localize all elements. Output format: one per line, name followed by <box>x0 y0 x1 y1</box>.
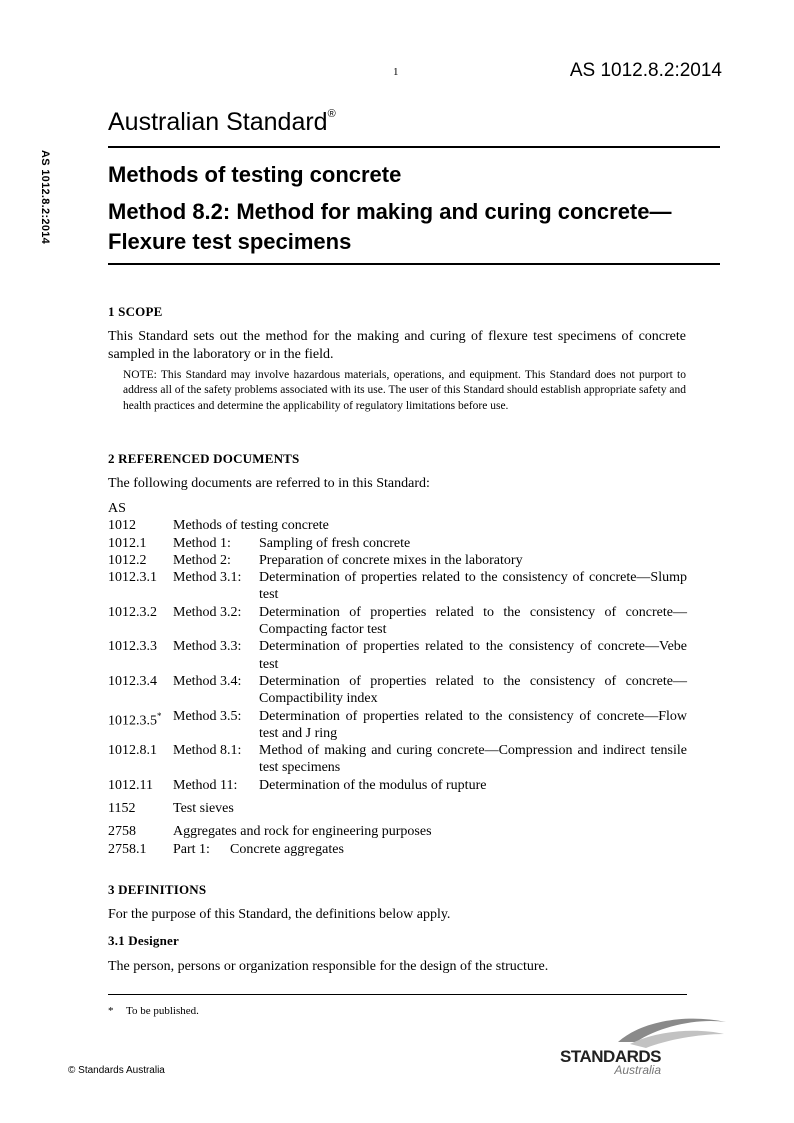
reference-number-text: 1012.3.5 <box>108 713 157 729</box>
brand-title <box>108 108 336 137</box>
reference-description: Determination of properties related to the consistency of concrete—Flow test and J ring <box>259 708 687 741</box>
reference-number: 1012.3.1 <box>108 570 157 586</box>
reference-description: Determination of properties related to the consistency of concrete—Vebe test <box>259 639 687 672</box>
reference-description: Test sieves <box>173 801 234 817</box>
definition-heading-designer: 3.1 Designer <box>108 933 179 948</box>
section-heading-scope: 1 SCOPE <box>108 304 163 319</box>
referenced-documents-list <box>108 500 688 858</box>
reference-description: Methods of testing concrete <box>173 518 329 534</box>
reference-number: 1012 <box>108 518 136 534</box>
reference-number: 1012.11 <box>108 777 153 793</box>
brand-name: Australian Standard <box>108 108 328 136</box>
reference-group-label <box>108 500 688 517</box>
copyright-notice: © Standards Australia <box>68 1065 165 1076</box>
reference-method: Method 3.3: <box>173 639 242 655</box>
definitions-intro: For the purpose of this Standard, the definitions below apply. <box>108 907 451 922</box>
section-heading-definitions: 3 DEFINITIONS <box>108 882 207 897</box>
reference-method: Method 3.2: <box>173 604 242 620</box>
reference-method: Method 3.1: <box>173 570 242 586</box>
definition-text-designer: The person, persons or organization responsible for the design of the structure. <box>108 959 549 974</box>
reference-description: Preparation of concrete mixes in the laboratory <box>259 552 523 568</box>
reference-method: Method 11: <box>173 777 238 793</box>
reference-number: 1152 <box>108 801 136 817</box>
footnote-rule <box>108 994 687 995</box>
title-rule-bottom <box>108 263 720 265</box>
reference-method: Method 3.5: <box>173 708 242 724</box>
reference-method: Method 8.1: <box>173 743 242 759</box>
reference-description: Aggregates and rock for engineering purposes <box>173 824 432 840</box>
reference-description: Method of making and curing concrete—Compression and indirect tensile test specimens <box>259 743 687 776</box>
logo-word-standards: STANDARDS <box>560 1047 661 1066</box>
reference-method: Method 2: <box>173 552 231 568</box>
standard-series-title: Methods of testing concrete <box>108 162 402 187</box>
reference-item <box>108 552 688 569</box>
reference-method: Method 1: <box>173 535 231 551</box>
section-heading-referenced-documents: 2 REFERENCED DOCUMENTS <box>108 451 300 466</box>
footnote-marker: * <box>108 1005 114 1017</box>
title-rule-top <box>108 146 720 148</box>
reference-description: Determination of the modulus of rupture <box>259 777 487 793</box>
reference-number: 1012.3.4 <box>108 673 157 689</box>
reference-description: Determination of properties related to the consistency of concrete—Compactibility index <box>259 673 687 707</box>
reference-item <box>108 517 688 534</box>
page-number: 1 <box>393 66 399 78</box>
reference-item <box>108 841 688 858</box>
reference-item <box>108 800 688 817</box>
reference-number: 1012.3.2 <box>108 604 157 620</box>
document-code: AS 1012.8.2:2014 <box>569 60 722 81</box>
reference-number: 1012.2 <box>108 552 147 568</box>
logo-word-australia: Australia <box>614 1063 661 1077</box>
reference-item <box>108 823 688 840</box>
reference-method: Method 3.4: <box>173 673 242 689</box>
standards-australia-logo <box>548 1012 728 1078</box>
reference-item <box>108 569 688 604</box>
reference-item <box>108 604 688 639</box>
group-label: AS <box>108 501 126 516</box>
footnote-text: To be published. <box>126 1005 199 1017</box>
reference-description: Determination of properties related to the consistency of concrete—Compacting factor test <box>259 604 687 638</box>
reference-item <box>108 708 688 743</box>
reference-method: Part 1: <box>173 841 210 857</box>
reference-description: Concrete aggregates <box>230 841 344 857</box>
reference-item <box>108 673 688 708</box>
reference-number: 2758 <box>108 824 136 840</box>
footnote-marker: * <box>157 710 162 721</box>
registered-mark: ® <box>327 107 336 120</box>
scope-note: NOTE: This Standard may involve hazardous materials, operations, and equipment. This Standard does not purport to address all of the safety problems associated with its use. The user of this Standard should establish appropriate safety and health practices and determine the applicability of regulatory limitations before use. <box>123 369 686 412</box>
reference-item <box>108 638 688 673</box>
reference-item <box>108 535 688 552</box>
footnote <box>108 1005 199 1017</box>
reference-item <box>108 742 688 777</box>
referenced-documents-intro: The following documents are referred to in this Standard: <box>108 476 430 491</box>
reference-number <box>108 708 162 730</box>
reference-number: 1012.1 <box>108 535 147 551</box>
reference-description: Sampling of fresh concrete <box>259 535 411 551</box>
reference-number: 1012.8.1 <box>108 743 157 759</box>
scope-text: This Standard sets out the method for the making and curing of flexure test specimens of concrete sampled in the laboratory or in the field. <box>108 329 686 362</box>
side-document-code: AS 1012.8.2:2014 <box>39 150 51 245</box>
reference-number: 2758.1 <box>108 841 147 857</box>
reference-item <box>108 777 688 794</box>
reference-description: Determination of properties related to the consistency of concrete—Slump test <box>259 570 687 603</box>
reference-number: 1012.3.3 <box>108 639 157 655</box>
method-title: Method 8.2: Method for making and curing concrete—Flexure test specimens <box>108 199 672 254</box>
